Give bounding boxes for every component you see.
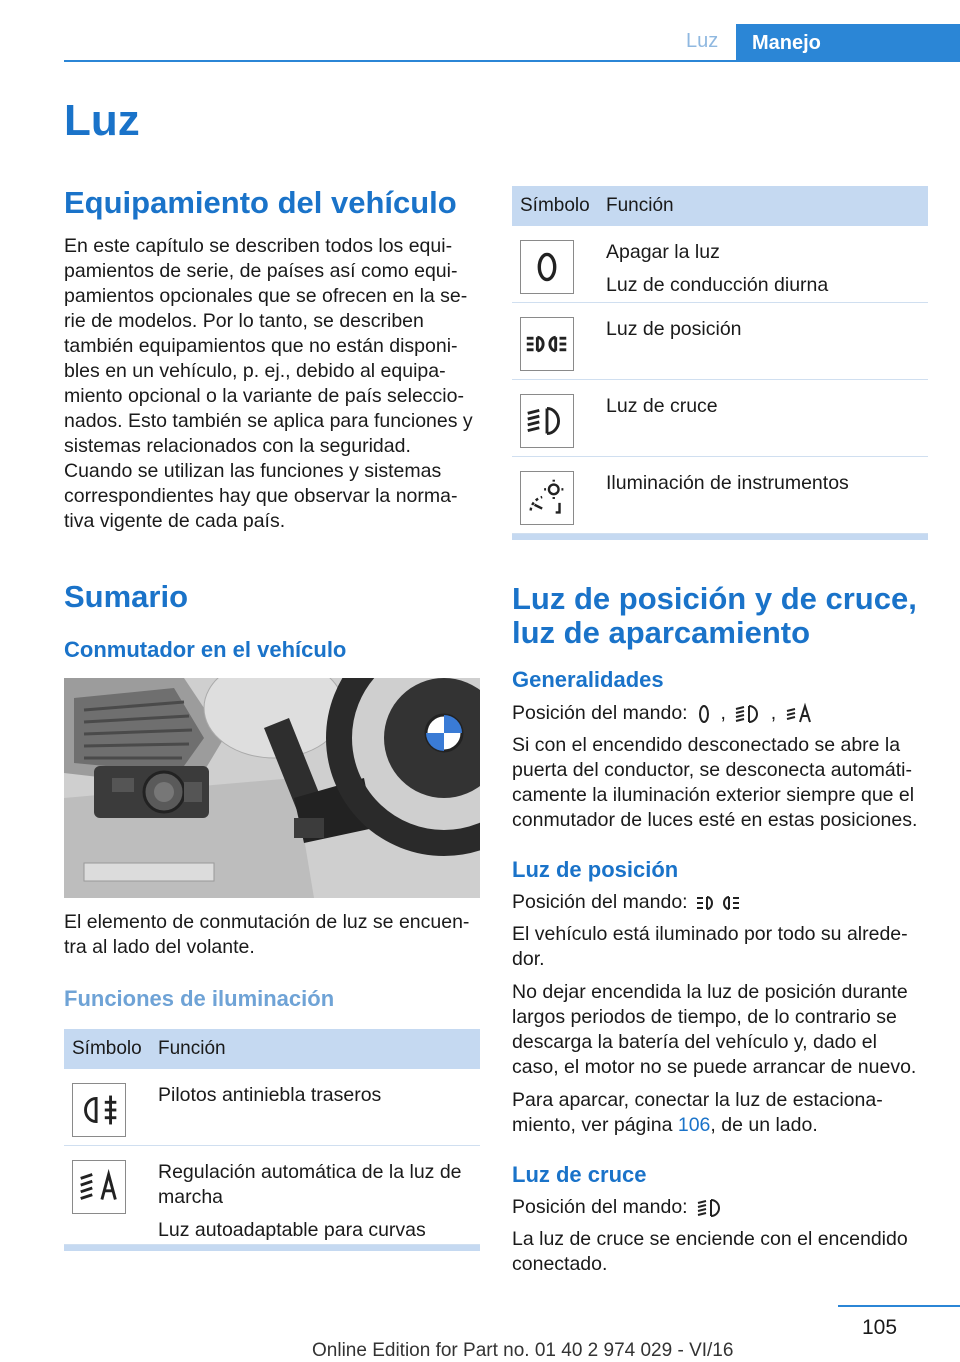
page-title: Luz <box>64 96 140 145</box>
general-switch-positions: Posición del mando: , , <box>512 701 942 726</box>
equipment-paragraph: En este capítulo se describen todos los equi‐ pamientos de serie, de países así como equi‐ pamientos opcionales que se ofrecen en la se‐ rie de modelos. Por lo tanto, se describen también equipamientos que no están disponi‐ bles en un vehículo, p. ej., debido al equipa‐ miento opcional o la variante de país seleccio‐ nados. Esto también se aplica para funciones y sistemas relacionados con la seguridad. Cuando se utilizan las funciones y sistemas correspondientes hay que observar la norma‐ tiva vigente de cada país. <box>64 235 473 532</box>
parking-paragraph-3: Para aparcar, conectar la luz de estaciona‐ miento, ver página 106, de un lado. <box>512 1089 883 1136</box>
general-subheading: Generalidades <box>512 667 664 692</box>
table-row <box>64 1069 480 1146</box>
low-beam-paragraph: La luz de cruce se enciende con el encendido conectado. <box>512 1228 908 1275</box>
column-header-function: Función <box>606 195 674 216</box>
parking-light-icon <box>520 317 574 371</box>
switch-subheading: Conmutador en el vehículo <box>64 637 347 662</box>
low-beam-subheading: Luz de cruce <box>512 1162 647 1187</box>
footer-edition: Online Edition for Part no. 01 40 2 974 029 - VI/16 <box>312 1340 734 1361</box>
footer-rule <box>838 1305 960 1307</box>
table-bottom-rule <box>512 534 928 540</box>
page-number: 105 <box>862 1316 898 1339</box>
light-off-icon <box>695 702 713 726</box>
column-header-symbol: Símbolo <box>520 195 590 216</box>
low-beam-icon <box>520 394 574 448</box>
rear-fog-light-icon <box>72 1083 126 1137</box>
parking-light-icon <box>695 891 745 915</box>
function-text: Regulación automática de la luz de marcha Luz autoadaptable para curvas <box>158 1161 462 1241</box>
table-bottom-rule <box>64 1245 480 1251</box>
instrument-lighting-icon <box>520 471 574 525</box>
parking-switch-position: Posición del mando: <box>512 890 942 915</box>
function-text: Pilotos antiniebla traseros <box>158 1084 382 1106</box>
table-row <box>512 380 928 457</box>
table-row <box>512 303 928 380</box>
header-section-label: Luz <box>686 30 719 52</box>
light-switch-table <box>512 186 928 540</box>
table-row <box>512 226 928 303</box>
lighting-functions-heading: Funciones de iluminación <box>64 986 335 1011</box>
parking-light-subheading: Luz de posición <box>512 857 679 882</box>
function-text: Luz de posición <box>606 318 742 340</box>
page-link-106[interactable]: 106 <box>677 1114 711 1136</box>
table-row <box>64 1146 480 1245</box>
table-header <box>64 1029 480 1069</box>
lighting-functions-table <box>64 1029 480 1251</box>
equipment-heading: Equipamiento del vehículo <box>64 185 457 220</box>
column-header-symbol: Símbolo <box>72 1038 142 1059</box>
function-text: Apagar la luz Luz de conducción diurna <box>606 241 829 296</box>
function-text: Luz de cruce <box>606 395 718 417</box>
table-header <box>512 186 928 226</box>
column-header-function: Función <box>158 1038 226 1059</box>
general-paragraph: Si con el encendido desconectado se abre la puerta del conductor, se desconecta automáti‐ camente la iluminación exterior siempre que el conmutador de luces esté en estas posiciones. <box>512 734 918 831</box>
switch-caption: El elemento de conmutación de luz se encuen‐ tra al lado del volante. <box>64 911 470 958</box>
position-lowbeam-heading: Luz de posición y de cruce, luz de aparcamiento <box>512 581 917 650</box>
light-switch-photo <box>64 678 480 898</box>
function-text: Iluminación de instrumentos <box>606 472 849 494</box>
auto-headlight-icon <box>72 1160 126 1214</box>
low-beam-icon <box>733 702 763 726</box>
auto-headlight-icon <box>784 702 814 726</box>
light-off-icon <box>520 240 574 294</box>
parking-paragraph-2: No dejar encendida la luz de posición durante largos periodos de tiempo, de lo contrario se descarga la batería del vehículo y, dado el caso, el motor no se puede arrancar de nuevo. <box>512 981 917 1078</box>
header-chapter-tab[interactable]: Manejo <box>736 24 960 62</box>
table-row <box>512 457 928 534</box>
summary-heading: Sumario <box>64 579 189 614</box>
low-beam-switch-position: Posición del mando: <box>512 1195 942 1220</box>
parking-paragraph-1: El vehículo está iluminado por todo su alrede‐ dor. <box>512 923 908 970</box>
low-beam-icon <box>695 1196 725 1220</box>
